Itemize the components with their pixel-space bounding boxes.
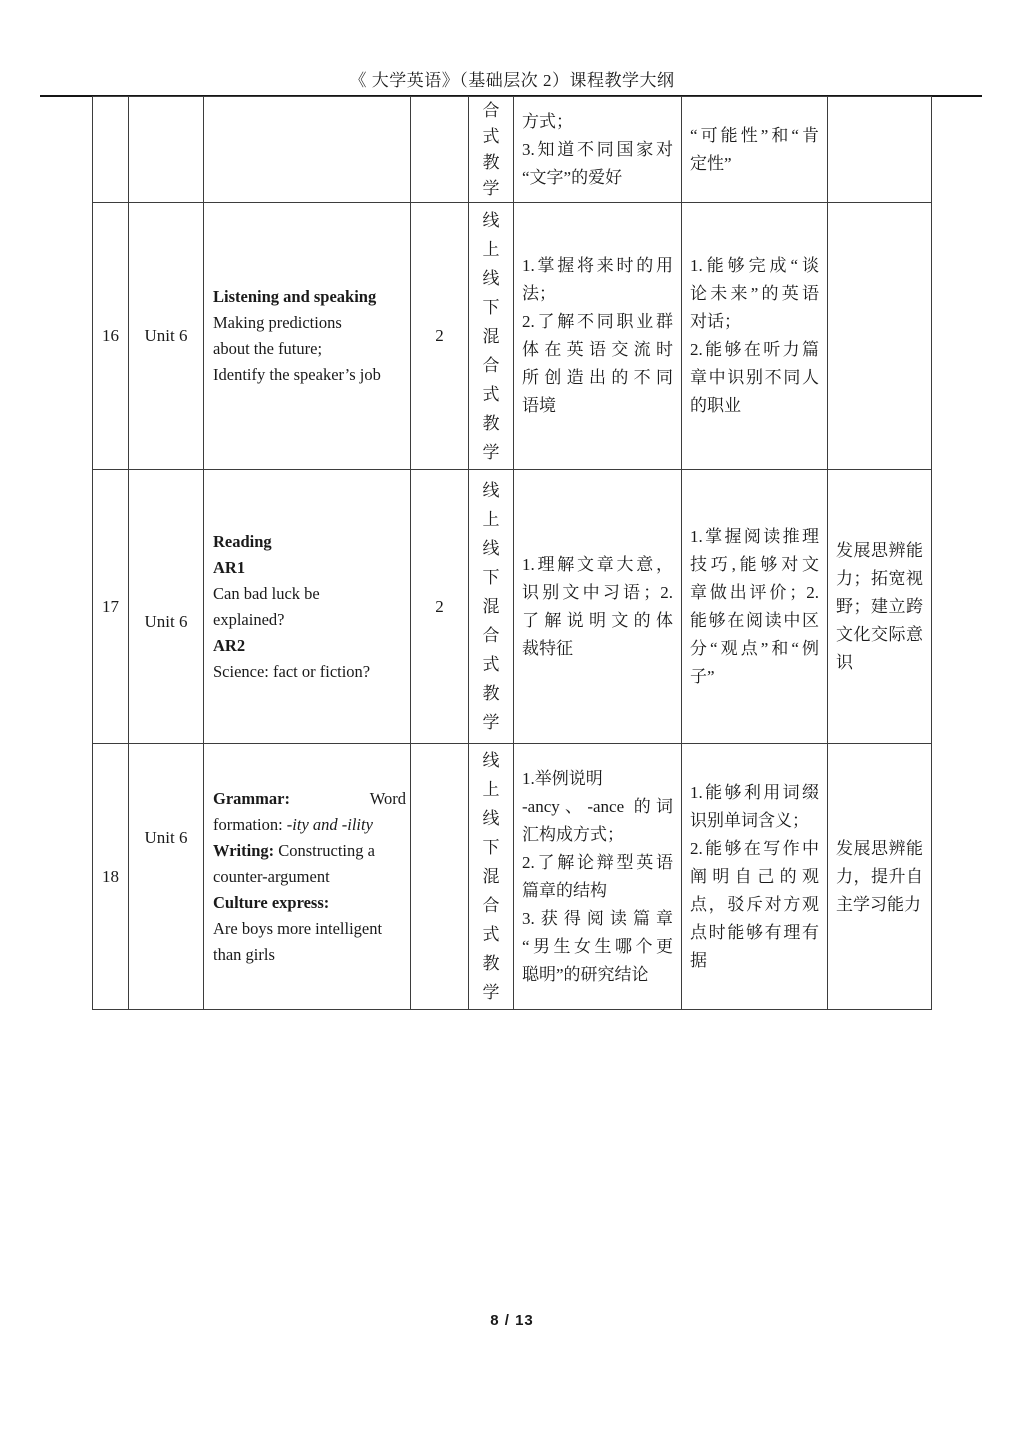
cell-content [204,97,411,203]
ability-lines [690,252,819,420]
text-line: 线 [482,210,500,230]
text-line: 识 [836,652,853,672]
text-line: 点，驳斥对方观 [690,894,819,914]
quality-lines [836,537,923,677]
text-line: 合 [482,355,500,375]
quality-lines [836,835,923,919]
cell-knowledge-points [514,203,682,470]
text-line: 论未来”的英语 [690,284,819,303]
cell-ability-goals [682,97,828,203]
text-line: 混 [482,867,500,886]
text-line: 下 [482,568,500,587]
table-row-17 [93,470,932,744]
cell-unit [129,203,204,470]
text-line: 1.能够完成“谈 [690,256,819,275]
text-line: 了解说明文的体 [522,610,673,630]
text-segment: formation: [213,814,287,834]
text-line: 上 [482,780,500,799]
text-line: 章做出评价；2. [690,582,819,602]
text-line: Identify the speaker’s job [213,365,381,384]
text-line: 对话； [690,312,741,331]
cell-seq: 16 [93,203,129,470]
cell-quality-goals [828,744,932,1010]
text-line: 式 [482,925,500,944]
text-line: Culture express: [213,892,330,912]
text-line: 学 [482,178,500,198]
text-line [213,812,406,838]
text-line: 式 [482,655,500,674]
knowledge-lines [522,108,673,192]
text-line: 点时能够有理有 [690,922,819,942]
text-line: AR2 [213,635,246,655]
cell-ability-goals [682,744,828,1010]
knowledge-lines [522,252,673,420]
text-line: 混 [482,326,500,346]
text-line: 线 [482,751,500,770]
text-line: 线 [482,481,500,500]
text-line: 教 [482,954,500,973]
text-line: 裁特征 [522,638,573,658]
cell-quality-goals [828,203,932,470]
cell-unit [129,744,204,1010]
text-line: 3.知道不同国家对 [522,139,673,159]
text-line: 阐明自己的观 [690,866,819,886]
cell-teaching-mode [469,470,514,744]
content-lines [213,786,406,968]
text-line: Listening and speaking [213,287,377,306]
text-line: 2.了解论辩型英语 [522,852,673,872]
text-line: 篇章的结构 [522,880,607,900]
syllabus-table [92,96,932,1010]
text-line: 野；建立跨 [836,596,923,616]
text-line: 3.获得阅读篇章 [522,908,673,928]
text-line: 章中识别不同人 [690,368,819,387]
text-line: 语境 [522,396,556,415]
text-segment: Word [369,788,406,808]
text-line: 式 [482,384,500,404]
text-segment: Constructing a [274,840,375,860]
text-line: 混 [482,597,500,616]
table-row-16 [93,203,932,470]
text-line: counter-argument [213,866,330,886]
cell-knowledge-points [514,744,682,1010]
text-line: 1.理解文章大意， [522,554,673,574]
table-row-continuation [93,97,932,203]
text-line: 合 [482,626,500,645]
cell-teaching-mode [469,744,514,1010]
cell-content [204,470,411,744]
cell-hours: 2 [411,470,469,744]
text-line: 教 [482,152,500,172]
text-line: Making predictions [213,313,342,332]
text-line: 线 [482,539,500,558]
text-line: 分“观点”和“例 [690,638,819,658]
ability-lines [690,779,819,975]
text-line: about the future; [213,339,323,358]
cell-content [204,744,411,1010]
text-line: 力，提升自 [836,866,923,886]
text-line: 发展思辨能 [836,838,923,858]
text-line: 1.能够利用词缀 [690,782,819,802]
text-line: 学 [482,983,500,1002]
table-row-18 [93,744,932,1010]
ability-lines [690,122,819,178]
knowledge-lines [522,551,673,663]
text-line: 主学习能力 [836,894,921,914]
cell-content [204,203,411,470]
text-line: 2.能够在听力篇 [690,340,819,359]
cell-hours [411,97,469,203]
unit-label: Unit 6 [144,326,188,345]
text-line: 线 [482,268,500,288]
ability-lines [690,523,819,691]
vertical-text [469,98,513,202]
text-line: 汇构成方式； [522,824,624,844]
text-line: 学 [482,442,500,462]
text-line: 法； [522,284,556,303]
cell-ability-goals [682,203,828,470]
text-line: explained? [213,609,285,629]
text-line: Are boys more intelligent [213,918,383,938]
vertical-text [469,206,513,467]
text-line: 聪明”的研究结论 [522,964,649,984]
text-line: 1.掌握阅读推理 [690,526,819,546]
text-line: “可能性”和“肯 [690,125,819,145]
text-line [213,838,406,864]
cell-quality-goals [828,97,932,203]
text-line: Can bad luck be [213,583,320,603]
text-line: 线 [482,809,500,828]
text-line: 式 [482,126,500,146]
cell-quality-goals [828,470,932,744]
text-line: “文字”的爱好 [522,167,623,187]
cell-hours: 2 [411,203,469,470]
text-line: -ancy、-ance 的词 [522,796,673,816]
unit-label: Unit 6 [144,827,188,847]
cell-unit [129,470,204,744]
text-line: 文化交际意 [836,624,923,644]
content-lines [213,284,406,388]
text-line: AR1 [213,557,246,577]
cell-seq: 17 [93,470,129,744]
text-line: 下 [482,297,500,317]
text-line: 技巧,能够对文 [690,554,819,574]
cell-unit [129,97,204,203]
knowledge-lines [522,765,673,989]
vertical-text [469,476,513,737]
text-line: 定性” [690,153,732,173]
text-line: 的职业 [690,396,741,415]
text-segment: Grammar: [213,788,290,808]
content-lines [213,529,406,685]
text-line: Science: fact or fiction? [213,661,371,681]
text-line: 识别文中习语；2. [522,582,673,602]
text-line: 教 [482,413,500,433]
text-line: 发展思辨能 [836,540,923,560]
cell-seq [93,97,129,203]
text-line: 教 [482,684,500,703]
text-line: 学 [482,713,500,732]
text-line: 1.举例说明 [522,768,603,788]
text-segment: Writing: [213,840,275,860]
text-line: 上 [482,239,500,259]
cell-teaching-mode [469,97,514,203]
text-line: 能够在阅读中区 [690,610,819,630]
text-line: 所创造出的不同 [522,368,673,387]
cell-ability-goals [682,470,828,744]
text-line: 1.掌握将来时的用 [522,256,673,275]
text-line: 合 [482,896,500,915]
text-line: “男生女生哪个更 [522,936,673,956]
text-line: Reading [213,531,272,551]
vertical-text [469,746,513,1007]
text-line: 上 [482,510,500,529]
text-line: 下 [482,838,500,857]
text-line: 力；拓宽视 [836,568,923,588]
text-line: 方式； [522,111,573,131]
text-line: 据 [690,950,707,970]
text-line: 2.能够在写作中 [690,838,819,858]
cell-knowledge-points [514,97,682,203]
cell-knowledge-points [514,470,682,744]
page-number: 8 / 13 [490,1312,534,1329]
cell-hours [411,744,469,1010]
text-line: than girls [213,944,275,964]
cell-seq: 18 [93,744,129,1010]
unit-label: Unit 6 [144,611,188,631]
text-line: 体在英语交流时 [522,340,673,359]
text-line: 识别单词含义； [690,810,809,830]
cell-teaching-mode [469,203,514,470]
text-segment: -ity and -ility [286,814,373,834]
document-title: 《 大学英语》（基础层次 2）课程教学大纲 [349,71,675,90]
text-line: 子” [690,666,715,686]
text-line: 合 [482,100,500,120]
text-line [213,786,406,812]
text-line: 2.了解不同职业群 [522,312,673,331]
